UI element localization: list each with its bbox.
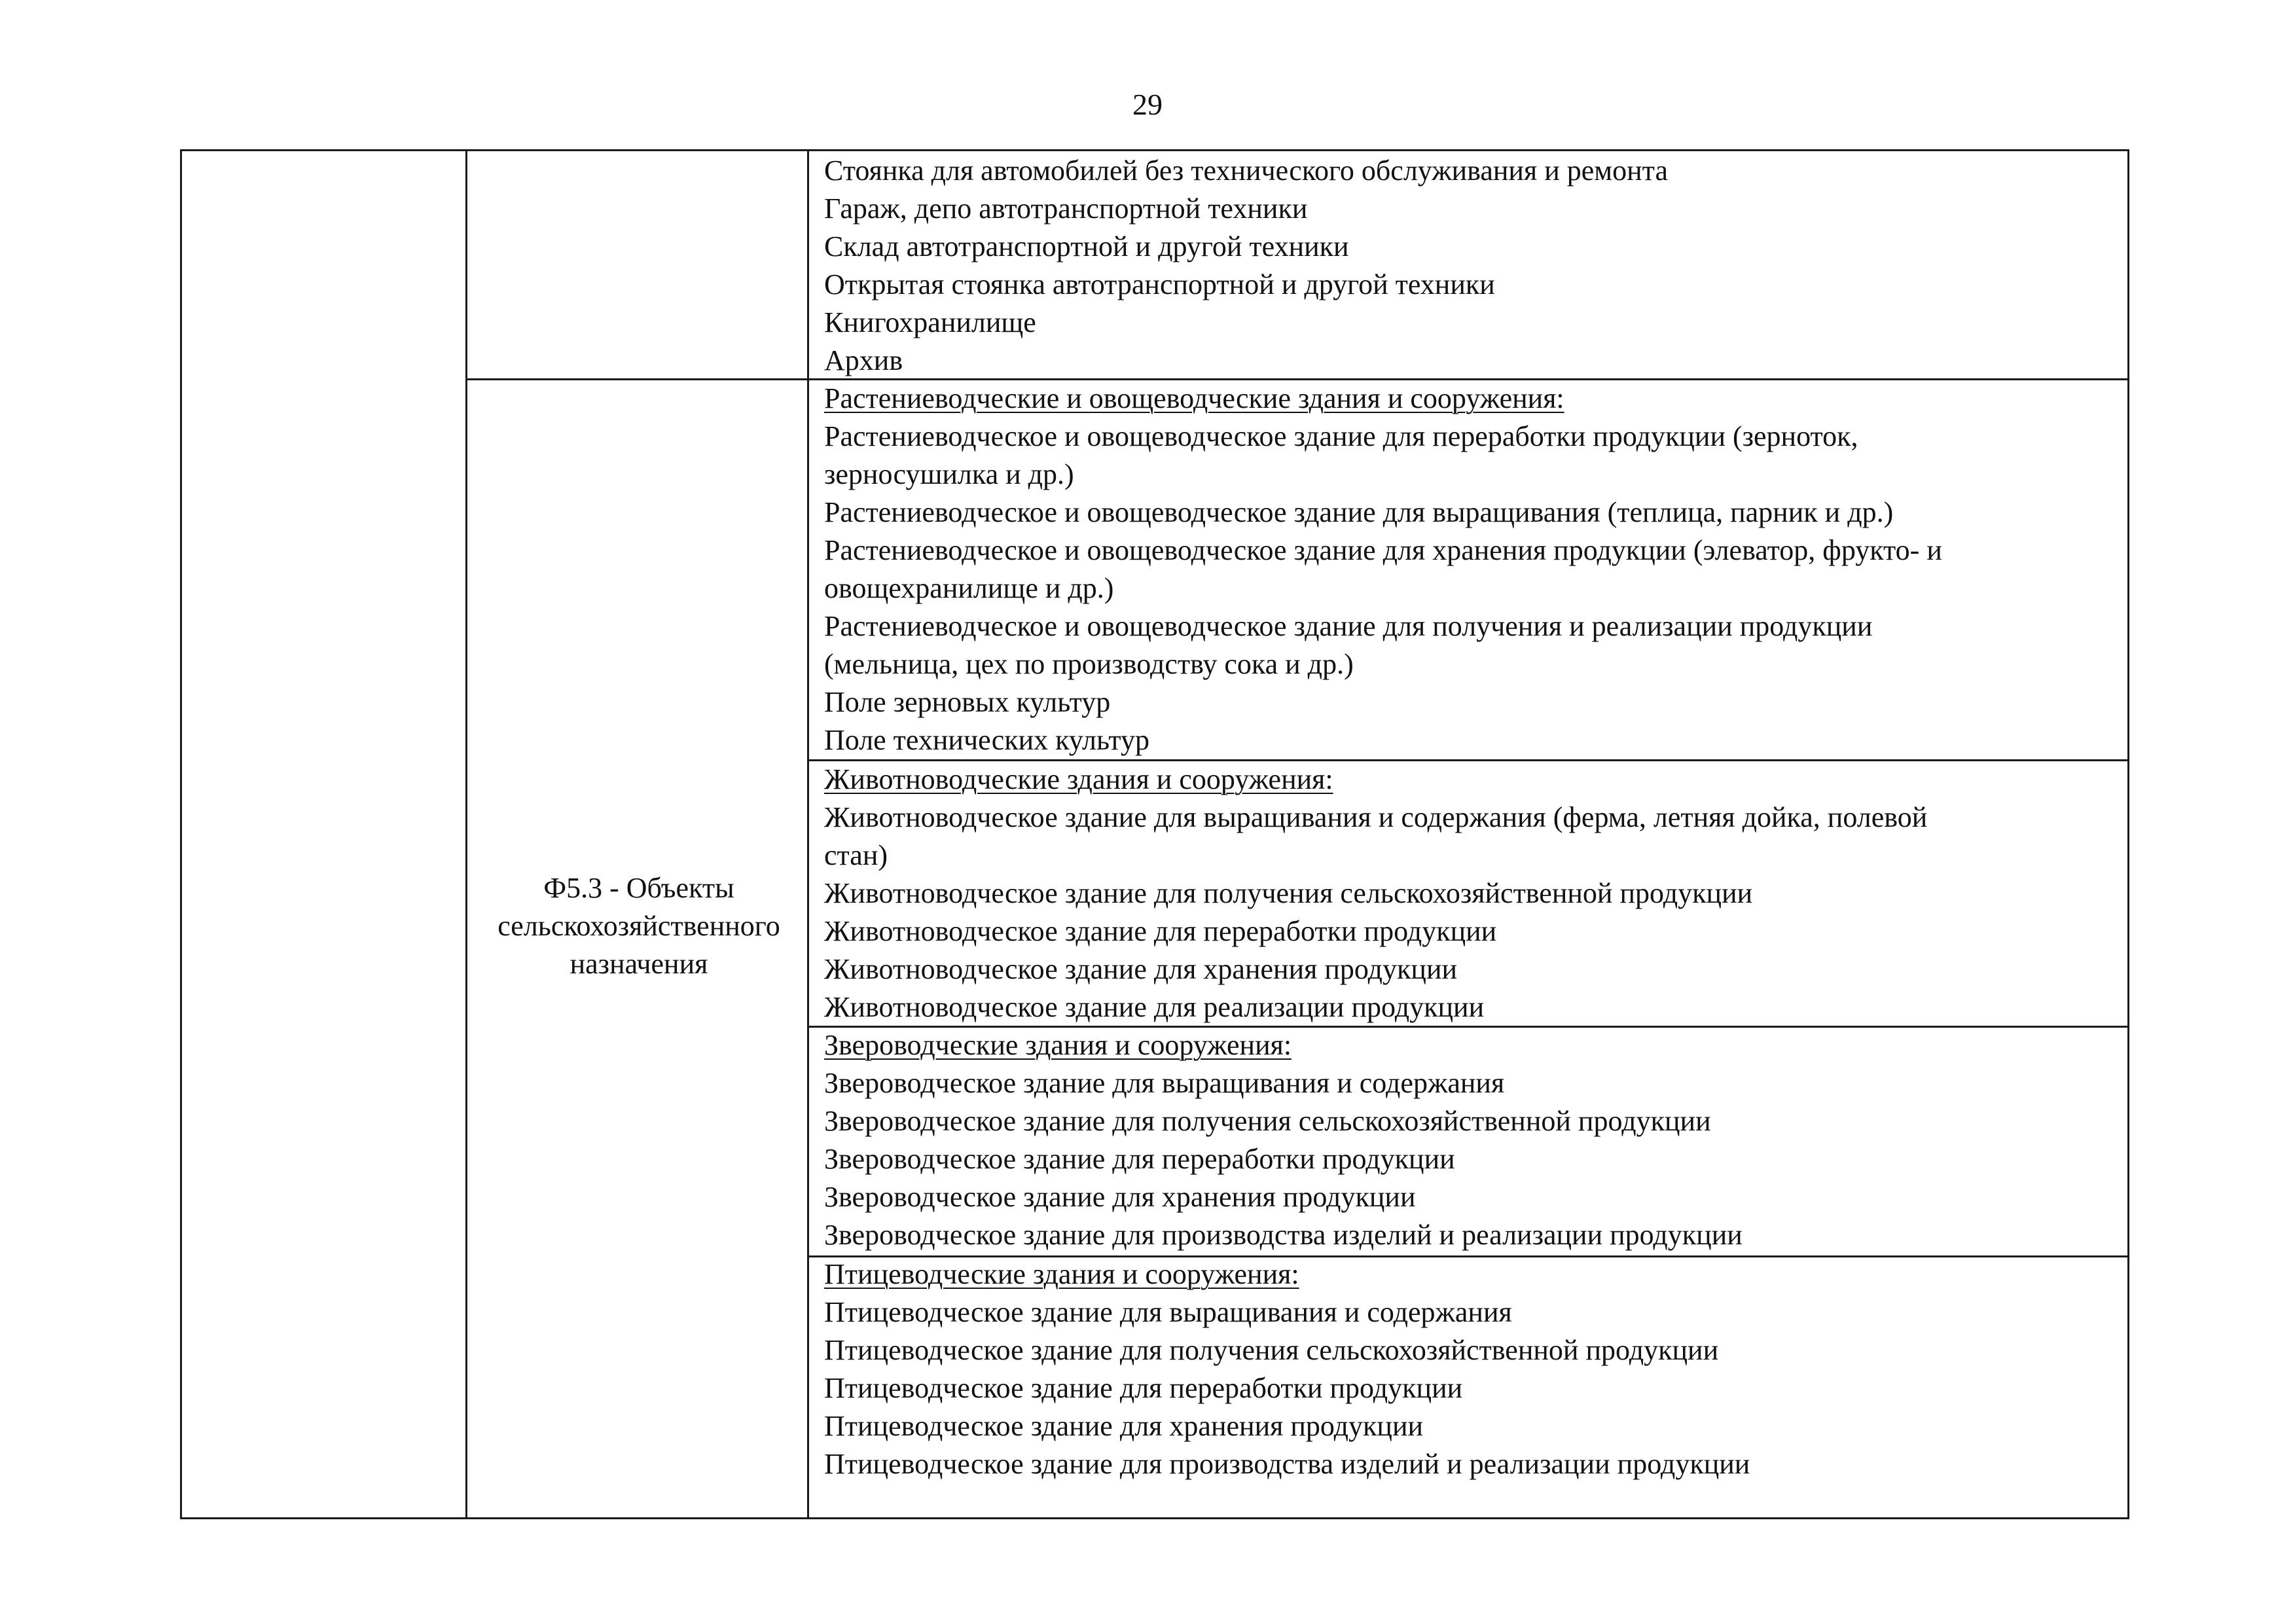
list-item: Животноводческое здание для выращивания и содержания (ферма, летняя дойка, полевой xyxy=(824,801,1928,833)
list-item: Животноводческое здание для хранения продукции xyxy=(824,953,1458,985)
category-line-1: Ф5.3 - Объекты xyxy=(543,872,734,904)
list-item: Склад автотранспортной и другой техники xyxy=(824,230,1349,262)
section-fur-farming-buildings xyxy=(824,1026,2127,1254)
list-item: Поле технических культур xyxy=(824,724,1149,756)
list-item: Животноводческое здание для переработки продукции xyxy=(824,915,1497,947)
column-divider-1 xyxy=(465,151,467,1517)
section-livestock-buildings xyxy=(824,761,2127,1026)
list-item: Стоянка для автомобилей без технического обслуживания и ремонта xyxy=(824,154,1668,187)
section-heading: Животноводческие здания и сооружения: xyxy=(824,763,1333,795)
list-item: Звероводческое здание для переработки продукции xyxy=(824,1143,1455,1175)
list-item: Открытая стоянка автотранспортной и другой техники xyxy=(824,268,1495,300)
list-item: Звероводческое здание для хранения продукции xyxy=(824,1181,1416,1213)
list-item: овощехранилище и др.) xyxy=(824,572,1114,604)
list-item: Растениеводческое и овощеводческое здание для выращивания (теплица, парник и др.) xyxy=(824,496,1894,528)
list-item: Поле зерновых культур xyxy=(824,686,1111,718)
list-item: Птицеводческое здание для хранения продукции xyxy=(824,1410,1424,1442)
section-transport-storage xyxy=(824,152,2127,380)
list-item: Птицеводческое здание для выращивания и содержания xyxy=(824,1296,1512,1328)
list-item: Звероводческое здание для выращивания и содержания xyxy=(824,1067,1505,1099)
category-line-3: назначения xyxy=(569,948,708,980)
section-heading: Растениеводческие и овощеводческие здания и сооружения: xyxy=(824,382,1564,414)
list-item: Архив xyxy=(824,344,903,376)
category-line-2: сельскохозяйственного xyxy=(497,910,780,942)
list-item: Животноводческое здание для получения сельскохозяйственной продукции xyxy=(824,877,1753,909)
page-number: 29 xyxy=(1132,88,1163,121)
list-item: Гараж, депо автотранспортной техники xyxy=(824,192,1308,225)
section-heading: Птицеводческие здания и сооружения: xyxy=(824,1258,1299,1290)
section-poultry-buildings xyxy=(824,1255,2127,1483)
list-item: Звероводческое здание для производства изделий и реализации продукции xyxy=(824,1219,1743,1251)
list-item: Растениеводческое и овощеводческое здание для получения и реализации продукции xyxy=(824,610,1873,642)
list-item: Растениеводческое и овощеводческое здание для переработки продукции (зерноток, xyxy=(824,420,1858,452)
column-divider-2 xyxy=(807,151,809,1517)
list-item: (мельница, цех по производству сока и др.) xyxy=(824,648,1354,680)
list-item: зерносушилка и др.) xyxy=(824,458,1074,490)
list-item: Животноводческое здание для реализации продукции xyxy=(824,991,1485,1023)
list-item: Птицеводческое здание для производства изделий и реализации продукции xyxy=(824,1448,1750,1480)
category-cell xyxy=(469,869,809,983)
section-crop-buildings xyxy=(824,380,2127,759)
list-item: стан) xyxy=(824,839,888,871)
list-item: Книгохранилище xyxy=(824,306,1036,338)
list-item: Птицеводческое здание для переработки продукции xyxy=(824,1372,1463,1404)
list-item: Звероводческое здание для получения сельскохозяйственной продукции xyxy=(824,1105,1711,1137)
list-item: Растениеводческое и овощеводческое здание для хранения продукции (элеватор, фрукто- и xyxy=(824,534,1942,566)
list-item: Птицеводческое здание для получения сельскохозяйственной продукции xyxy=(824,1334,1719,1366)
section-heading: Звероводческие здания и сооружения: xyxy=(824,1029,1292,1061)
